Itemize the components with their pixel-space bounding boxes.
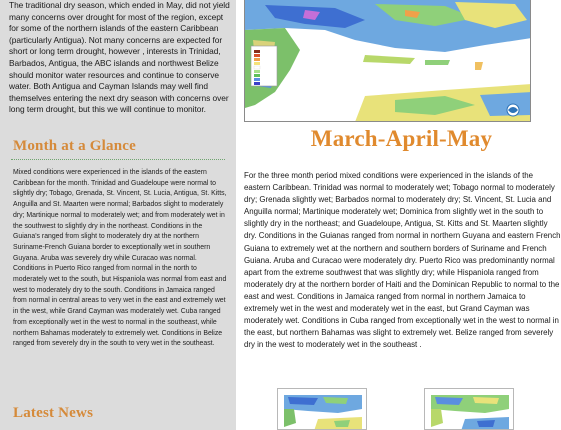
month-at-a-glance-title: Month at a Glance [13,138,136,154]
map-thumbnail-left [277,388,367,430]
map-graphic [245,0,531,122]
sidebar [0,0,236,430]
month-at-a-glance-body: Mixed conditions were experienced in the islands of the eastern Caribbean for the month. Trinidad and Guadeloupe were normal to slightly dry; Tobago, Grenada, St. Vincent, St. Lucia, Antigua, St. Kitts, Anguilla and St. Maarten were normal; Barbados slight to moderately dry; Martinique normal to moderately wet; and from moderately wet in the southwest to slightly dry in the northeast. Conditions in the Guiana's ranged from slight to moderately dry at the northern Suriname-French Guiana border to exceptionally wet in southern Guyana. Aruba was severely dry while Curacao was normal. Conditions in Puerto Rico ranged from normal in the north to moderately wet to the south, but Hispaniola was normal from east and west to moderately dry to the south. Conditions in Jamaica ranged from normal in central areas to very wet in the east and extremely wet in the west, while Grand Cayman was moderately wet. Cuba ranged from exceptionally wet in the west to normal in the southeast, while northern Bahamas moderately to extremely wet. Conditions in Belize ranged from severely dry in the south to very wet in the southeast. [13,169,227,348]
map-thumbnail-left-graphic [278,389,367,430]
map-thumbnail-right-graphic [425,389,514,430]
caribbean-spi-map [244,0,531,122]
intro-paragraph: The traditional dry season, which ended in May, did not yield many concerns over drought for most of the region, except for some of the northern islands of the eastern Caribbean (particularly Antigua). Not many concerns are expected for short or long term drought, however , interests in Trinidad, Barbados, Antigua, the ABC islands and northwest Belize should monitor water resources and continue to conserve water. Both Antigua and Cayman Islands may well find themselves entering the next dry season with concerns over long term drought, but this we will continue to monitor. [9,0,230,115]
latest-news-title: Latest News [13,405,94,421]
map-thumbnail-right [424,388,514,430]
period-summary-body: For the three month period mixed conditions were experienced in the islands of the eastern Caribbean. Trinidad was normal to moderately wet; Tobago normal to moderately dry; Grenada slightly wet; Barbados normal to moderately dry; St. Vincent, St. Lucia and Anguilla normal; Martinique moderately wet; Dominica from slightly wet in the south to slightly dry in the northeast; and Guadeloupe, Antigua, St. Kitts and St. Maarten slightly dry. Conditions in the Guianas ranged from normal in northern Guyana and eastern French Guiana to extremely wet at the northern and southern borders of Suriname and French Guiana. Aruba and Curacao were moderately dry. Puerto Rico was predominantly normal apart from the extreme southwest that was slightly dry; while Hispaniola ranged from moderately dry at the northern border of Haiti and the Dominican Republic to normal to the east and west. Conditions in Jamaica ranged from normal in northern Jamaica to extremely wet in the west and moderately wet in the east, but Grand Cayman was moderately wet. Conditions in Cuba ranged from exceptionally wet in the west to normal in the east, but northern Bahamas was slight to extremely wet. Belize ranged from severely dry in the west to moderately wet in the southeast . [244,171,561,350]
period-heading: March-April-May [310,126,493,151]
section-divider [11,159,225,160]
